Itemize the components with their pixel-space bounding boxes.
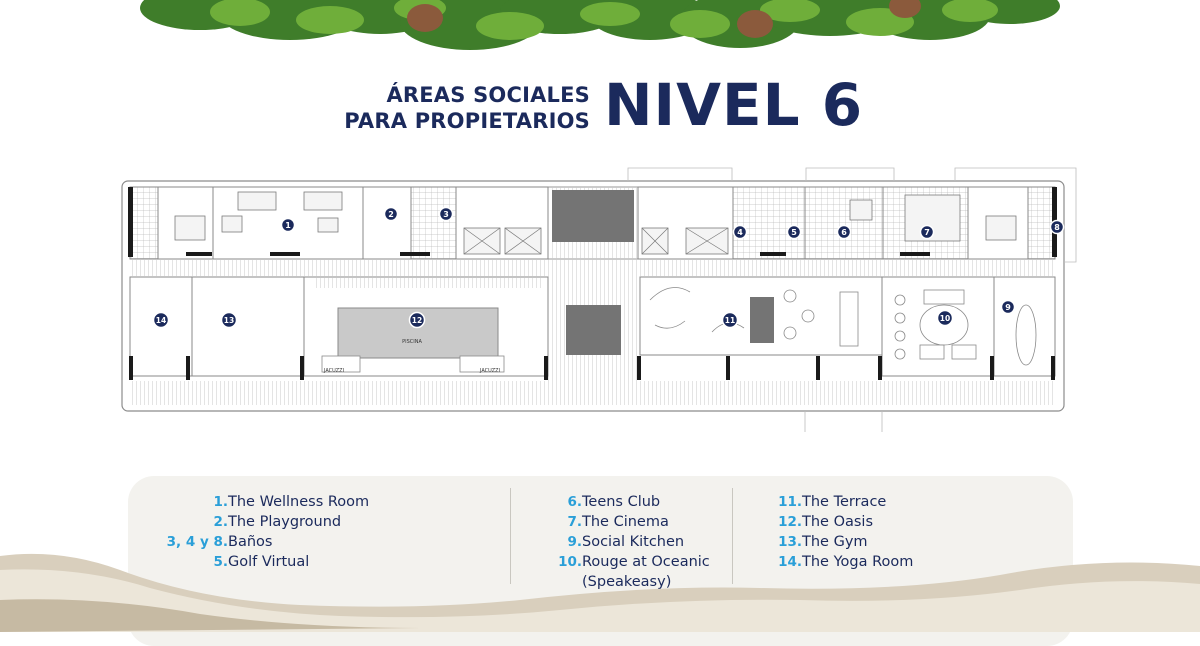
marker-13[interactable] (222, 313, 237, 328)
page-title: NIVEL 6 (604, 71, 864, 139)
core-block-top (552, 190, 634, 242)
marker-10[interactable] (938, 311, 953, 326)
subtitle-line-2: PARA PROPIETARIOS (344, 109, 590, 133)
svg-text:7: 7 (924, 228, 930, 237)
subtitle (344, 82, 590, 134)
svg-text:12: 12 (411, 316, 423, 325)
svg-text:9: 9 (1005, 303, 1011, 312)
title-block (0, 71, 1200, 148)
marker-6[interactable] (838, 226, 851, 239)
svg-text:14: 14 (155, 316, 167, 325)
marker-3[interactable] (440, 208, 453, 221)
svg-text:5: 5 (791, 228, 797, 237)
marker-7[interactable] (921, 226, 934, 239)
foliage-banner (0, 0, 1200, 52)
subtitle-line-1: ÁREAS SOCIALES (386, 83, 590, 107)
svg-text:2: 2 (388, 210, 394, 219)
marker-1[interactable] (282, 219, 295, 232)
svg-text:3: 3 (443, 210, 449, 219)
svg-text:6: 6 (841, 228, 847, 237)
pool-label: PISCINA (402, 339, 422, 345)
marker-2[interactable] (385, 208, 398, 221)
room-social-kitchen (994, 277, 1055, 376)
marker-4[interactable] (734, 226, 747, 239)
svg-text:1: 1 (285, 221, 291, 230)
svg-text:10: 10 (939, 314, 951, 323)
core-block-bottom (566, 305, 621, 355)
svg-text:4: 4 (737, 228, 743, 237)
sand-wave (0, 540, 1200, 632)
marker-14[interactable] (154, 313, 169, 328)
legend-panel: 1. The Wellness Room 2. The Playground 3, 4 y 8. Baños 5. Golf Virtual 6. Teens Club 7. The Cinema 9. Social Kitchen 10. Rouge at Oceanic (Speakeasy) 11. The Terrace 12. The Oasis 13. The Gym 14. The Yoga Room (128, 476, 1073, 646)
marker-12[interactable] (410, 313, 425, 328)
svg-text:13: 13 (223, 316, 235, 325)
svg-text:8: 8 (1054, 223, 1060, 232)
jacuzzi-left-label: JACUZZI (323, 368, 345, 374)
room-speakeasy (882, 277, 994, 376)
floor-plan (0, 160, 1200, 440)
marker-11[interactable] (723, 313, 738, 328)
marker-8[interactable] (1051, 221, 1064, 234)
marker-5[interactable] (788, 226, 801, 239)
room-gym (192, 277, 304, 376)
marker-9[interactable] (1002, 301, 1015, 314)
jacuzzi-right-label: JACUZZI (479, 368, 501, 374)
svg-text:11: 11 (724, 316, 736, 325)
